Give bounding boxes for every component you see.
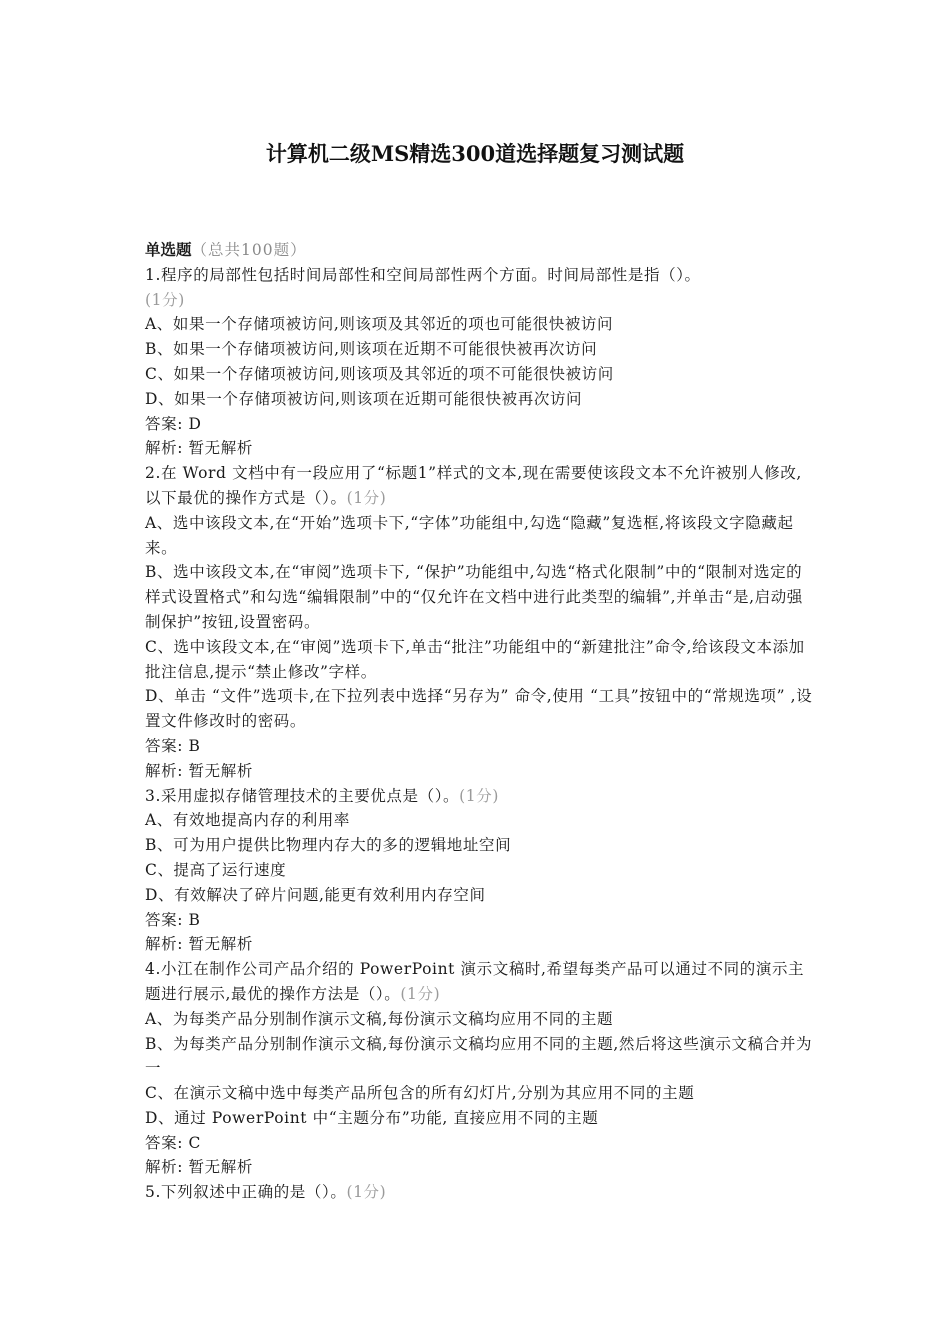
option-c: C、选中该段文本,在“审阅”选项卡下,单击“批注”功能组中的“新建批注”命令,给该段文本添加批注信息,提示“禁止修改”字样。	[145, 637, 805, 681]
option-b: B、为每类产品分别制作演示文稿,每份演示文稿均应用不同的主题,然后将这些演示文稿合并为一	[145, 1034, 813, 1078]
option-b: B、如果一个存储项被访问,则该项在近期不可能很快被再次访问	[145, 340, 598, 359]
section-heading	[145, 238, 815, 263]
question-score: (1分)	[346, 488, 387, 507]
option-c: C、如果一个存储项被访问,则该项及其邻近的项不可能很快被访问	[145, 364, 614, 383]
question-score: (1分)	[400, 984, 441, 1003]
question-stem: 5.下列叙述中正确的是（）。(1分)	[145, 1183, 387, 1202]
question-score: (1分)	[145, 290, 185, 309]
question-5	[145, 1180, 815, 1205]
answer: 答案: D	[145, 414, 202, 433]
question-stem: 1.程序的局部性包括时间局部性和空间局部性两个方面。时间局部性是指（）。 (1分)	[145, 265, 701, 309]
answer: 答案: C	[145, 1133, 202, 1152]
question-2	[145, 461, 815, 783]
question-score: (1分)	[459, 786, 499, 805]
option-c: C、在演示文稿中选中每类产品所包含的所有幻灯片,分别为其应用不同的主题	[145, 1084, 695, 1103]
document-title: 计算机二级MS精选300道选择题复习测试题	[265, 141, 685, 166]
section-count: （总共100题）	[191, 241, 307, 259]
analysis: 解析: 暂无解析	[145, 439, 253, 458]
option-a: A、选中该段文本,在“开始”选项卡下,“字体”功能组中,勾选“隐藏”复选框,将该段文字隐藏起来。	[145, 513, 794, 557]
analysis: 解析: 暂无解析	[145, 935, 253, 954]
question-stem: 2.在 Word 文档中有一段应用了“标题1”样式的文本,现在需要使该段文本不允许被别人修改,以下最优的操作方式是（）。(1分)	[145, 464, 802, 507]
analysis: 解析: 暂无解析	[145, 1158, 253, 1177]
option-d: D、如果一个存储项被访问,则该项在近期可能很快被再次访问	[145, 389, 583, 408]
question-4	[145, 957, 815, 1180]
option-d: D、单击 “文件”选项卡,在下拉列表中选择“另存为” 命令,使用 “工具”按钮中的“常规选项” ,设置文件修改时的密码。	[145, 687, 813, 731]
option-a: A、如果一个存储项被访问,则该项及其邻近的项也可能很快被访问	[145, 315, 614, 334]
answer: 答案: B	[145, 736, 201, 755]
option-b: B、可为用户提供比物理内存大的多的逻辑地址空间	[145, 836, 512, 855]
answer: 答案: B	[145, 910, 201, 929]
option-c: C、提高了运行速度	[145, 860, 287, 879]
option-b: B、选中该段文本,在“审阅”选项卡下, “保护”功能组中,勾选“格式化限制”中的“限制对选定的样式设置格式”和勾选“编辑限制”中的“仅允许在文档中进行此类型的编辑”,并单击“是,启动强制保护”按钮,设置密码。	[145, 563, 803, 631]
question-score: (1分)	[346, 1183, 387, 1202]
option-d: D、有效解决了碎片问题,能更有效利用内存空间	[145, 885, 486, 904]
question-stem: 4.小江在制作公司产品介绍的 PowerPoint 演示文稿时,希望每类产品可以通过不同的演示主题进行展示,最优的操作方法是（）。(1分)	[145, 960, 805, 1003]
question-3	[145, 784, 815, 958]
question-1	[145, 263, 815, 461]
option-a: A、为每类产品分别制作演示文稿,每份演示文稿均应用不同的主题	[145, 1009, 614, 1028]
question-list	[145, 238, 815, 1205]
question-stem: 3.采用虚拟存储管理技术的主要优点是（）。(1分)	[145, 786, 499, 805]
section-label: 单选题	[145, 240, 192, 259]
option-d: D、通过 PowerPoint 中“主题分布”功能, 直接应用不同的主题	[145, 1108, 599, 1127]
option-a: A、有效地提高内存的利用率	[145, 811, 350, 830]
analysis: 解析: 暂无解析	[145, 761, 253, 780]
